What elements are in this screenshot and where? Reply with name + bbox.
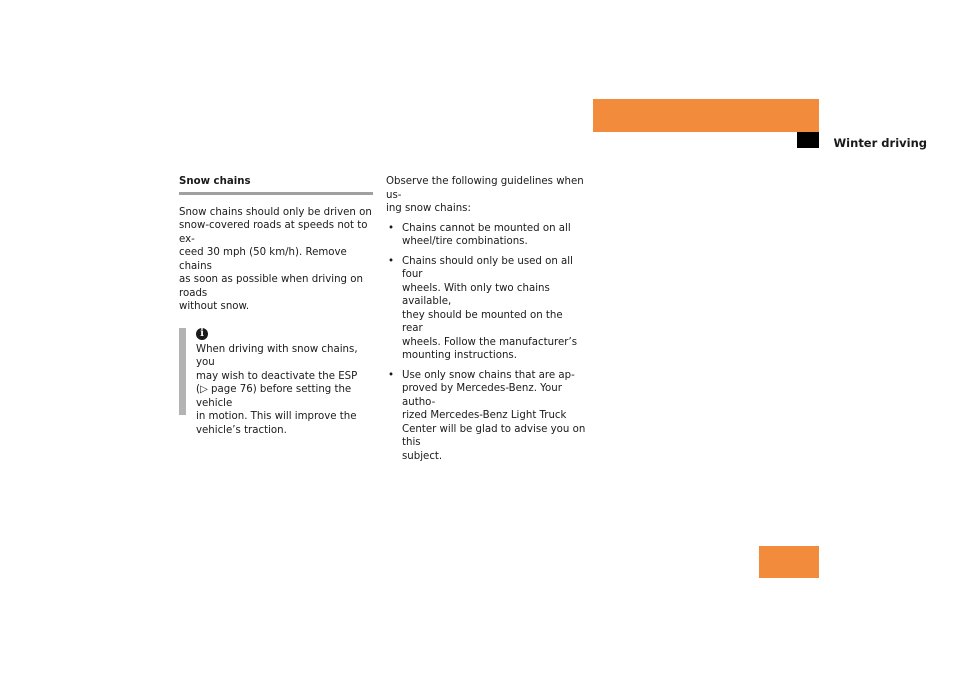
body-line: as soon as possible when driving on roads [179,274,363,299]
note-text [196,343,373,438]
info-icon: i [196,328,208,340]
header-subsection-title: Winter driving [833,136,927,150]
list-item [386,369,586,464]
body-line: Snow chains should only be driven on [179,206,372,218]
guideline-list [386,222,586,464]
list-item-line: they should be mounted on the rear [402,309,563,334]
list-item-line: Center will be glad to advise you on this [402,423,586,448]
list-item-line: mounting instructions. [402,350,517,361]
bullet-icon: • [388,255,395,267]
body-line: ceed 30 mph (50 km/h). Remove chains [179,247,347,272]
list-item-line: wheels. With only two chains available, [402,282,550,307]
list-item [386,222,586,249]
list-item-line: Use only snow chains that are ap- [402,369,575,381]
intro-paragraph [386,175,586,216]
bullet-icon: • [388,222,395,234]
list-item-line: proved by Mercedes-Benz. Your autho- [402,383,562,408]
intro-line: ing snow chains: [386,203,471,214]
list-item-line: wheel/tire combinations. [402,236,528,247]
intro-line: Observe the following guidelines when us- [386,176,584,201]
header-section-title: Operation [856,113,927,128]
body-paragraph [179,206,373,314]
left-column [179,175,373,437]
body-line: snow-covered roads at speeds not to ex- [179,220,368,245]
right-column [386,175,586,463]
note-line: may wish to deactivate the ESP [196,370,358,382]
page-number: 229 [901,547,928,562]
info-note [179,328,373,438]
note-line: in motion. This will improve the [196,411,357,422]
header-section-banner [593,99,819,132]
note-line: When driving with snow chains, you [196,343,358,368]
bullet-icon: • [388,369,395,381]
list-item-line: Chains cannot be mounted on all [402,222,571,234]
list-item [386,255,586,363]
list-item-line: wheels. Follow the manufacturer’s [402,336,578,348]
list-item-line: rized Mercedes-Benz Light Truck [402,410,567,421]
list-item-line: Chains should only be used on all four [402,255,573,280]
section-heading: Snow chains [179,175,373,195]
list-item-line: subject. [402,450,443,462]
note-line: vehicle’s traction. [196,424,287,436]
note-side-bar [179,328,186,415]
body-line: without snow. [179,301,250,312]
page-number-box [759,546,819,578]
header-marker-block [797,132,819,148]
note-line: (▷ page 76) before setting the vehicle [196,384,352,409]
